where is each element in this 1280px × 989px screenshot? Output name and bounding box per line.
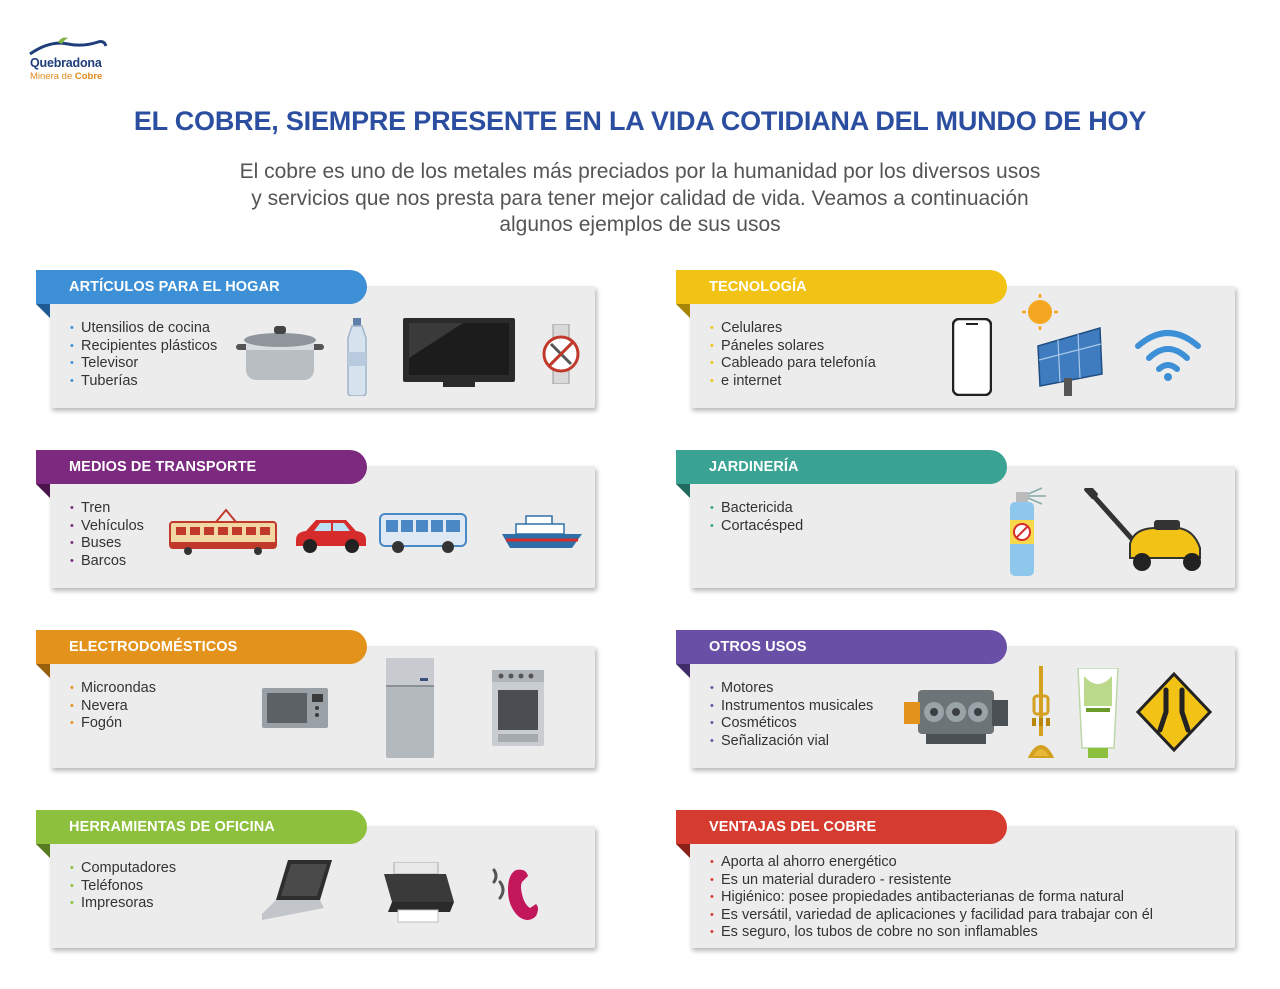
bus-icon [378, 508, 468, 556]
card-articulos-hogar [36, 270, 581, 392]
list-item: • e internet [710, 373, 876, 391]
list-item: • Higiénico: posee propiedades antibacterianas de forma natural [710, 889, 1153, 907]
wifi-icon [1134, 326, 1202, 382]
card-herramientas-oficina [36, 810, 581, 932]
intro-line: El cobre es uno de los metales más preciados por la humanidad por los diversos usos [239, 160, 1041, 183]
list-item: • Impresoras [70, 895, 176, 913]
lawn-mower-icon [1084, 488, 1206, 572]
cosmetic-tube-icon [1074, 668, 1122, 758]
pipe-valve-icon [539, 324, 583, 384]
list-item: • Microondas [70, 680, 156, 698]
ship-icon [500, 510, 584, 554]
refrigerator-icon [386, 658, 434, 758]
item-list [70, 500, 144, 570]
ribbon-fold [676, 844, 690, 858]
ribbon-fold [36, 304, 50, 318]
list-item: • Vehículos [70, 518, 144, 536]
item-list [710, 680, 873, 750]
list-item: • Bactericida [710, 500, 803, 518]
card-title: JARDINERÍA [676, 450, 1007, 484]
card-title: MEDIOS DE TRANSPORTE [36, 450, 367, 484]
logo-name: Quebradona [30, 56, 102, 70]
list-item: • Televisor [70, 355, 217, 373]
intro-line: algunos ejemplos de sus usos [499, 213, 781, 236]
card-title: OTROS USOS [676, 630, 1007, 664]
list-item: • Tuberías [70, 373, 217, 391]
card-ventajas-cobre [676, 810, 1221, 941]
list-item: • Motores [710, 680, 873, 698]
list-item: • Celulares [710, 320, 876, 338]
card-title: ELECTRODOMÉSTICOS [36, 630, 367, 664]
list-item: • Instrumentos musicales [710, 698, 873, 716]
card-otros-usos [676, 630, 1221, 752]
smartphone-icon [952, 318, 992, 396]
item-list [70, 680, 156, 733]
logo-subtitle: Minera de Cobre [30, 71, 103, 82]
list-item: • Cortacésped [710, 518, 803, 536]
microwave-icon [262, 688, 328, 728]
card-medios-transporte [36, 450, 581, 572]
phone-icon [492, 868, 540, 922]
solar-panel-icon [1022, 294, 1104, 396]
ribbon-fold [36, 664, 50, 678]
trumpet-icon [1026, 666, 1056, 758]
list-item: • Barcos [70, 553, 144, 571]
card-title: TECNOLOGÍA [676, 270, 1007, 304]
item-list [710, 500, 803, 535]
engine-icon [904, 682, 1008, 746]
item-list [70, 860, 176, 913]
car-icon [292, 516, 370, 556]
television-icon [403, 318, 515, 390]
spray-can-icon [1002, 486, 1052, 578]
list-item: • Utensilios de cocina [70, 320, 217, 338]
mountain-logo-icon [28, 36, 108, 56]
card-title: HERRAMIENTAS DE OFICINA [36, 810, 367, 844]
list-item: • Teléfonos [70, 878, 176, 896]
card-jardineria [676, 450, 1221, 572]
ribbon-fold [676, 664, 690, 678]
intro-line: y servicios que nos presta para tener mejor calidad de vida. Veamos a continuación [251, 186, 1029, 210]
ribbon-fold [676, 484, 690, 498]
list-item: • Cosméticos [710, 715, 873, 733]
card-tecnologia [676, 270, 1221, 392]
ribbon-fold [36, 484, 50, 498]
ribbon-fold [36, 844, 50, 858]
list-item: • Es seguro, los tubos de cobre no son inflamables [710, 924, 1153, 942]
list-item: • Nevera [70, 698, 156, 716]
stove-icon [492, 670, 544, 746]
tram-icon [166, 508, 280, 556]
item-list [710, 854, 1153, 942]
item-list [70, 320, 217, 390]
printer-icon [380, 862, 456, 924]
card-electrodomesticos [36, 630, 581, 752]
laptop-icon [262, 858, 338, 920]
item-list [710, 320, 876, 390]
card-title: VENTAJAS DEL COBRE [676, 810, 1007, 844]
intro-text [140, 159, 1140, 239]
list-item: • Computadores [70, 860, 176, 878]
list-item: • Es un material duradero - resistente [710, 872, 1153, 890]
cooking-pot-icon [236, 322, 324, 386]
list-item: • Cableado para telefonía [710, 355, 876, 373]
page-title: EL COBRE, SIEMPRE PRESENTE EN LA VIDA COTIDIANA DEL MUNDO DE HOY [133, 106, 1147, 136]
list-item: • Páneles solares [710, 338, 876, 356]
list-item: • Fogón [70, 715, 156, 733]
list-item: • Buses [70, 535, 144, 553]
list-item: • Es versátil, variedad de aplicaciones y facilidad para trabajar con él [710, 907, 1153, 925]
ribbon-fold [676, 304, 690, 318]
quebradona-logo [28, 36, 118, 86]
card-title: ARTÍCULOS PARA EL HOGAR [36, 270, 367, 304]
plastic-bottle-icon [344, 318, 370, 396]
list-item: • Señalización vial [710, 733, 873, 751]
list-item: • Recipientes plásticos [70, 338, 217, 356]
list-item: • Tren [70, 500, 144, 518]
road-sign-icon [1136, 672, 1212, 752]
list-item: • Aporta al ahorro energético [710, 854, 1153, 872]
